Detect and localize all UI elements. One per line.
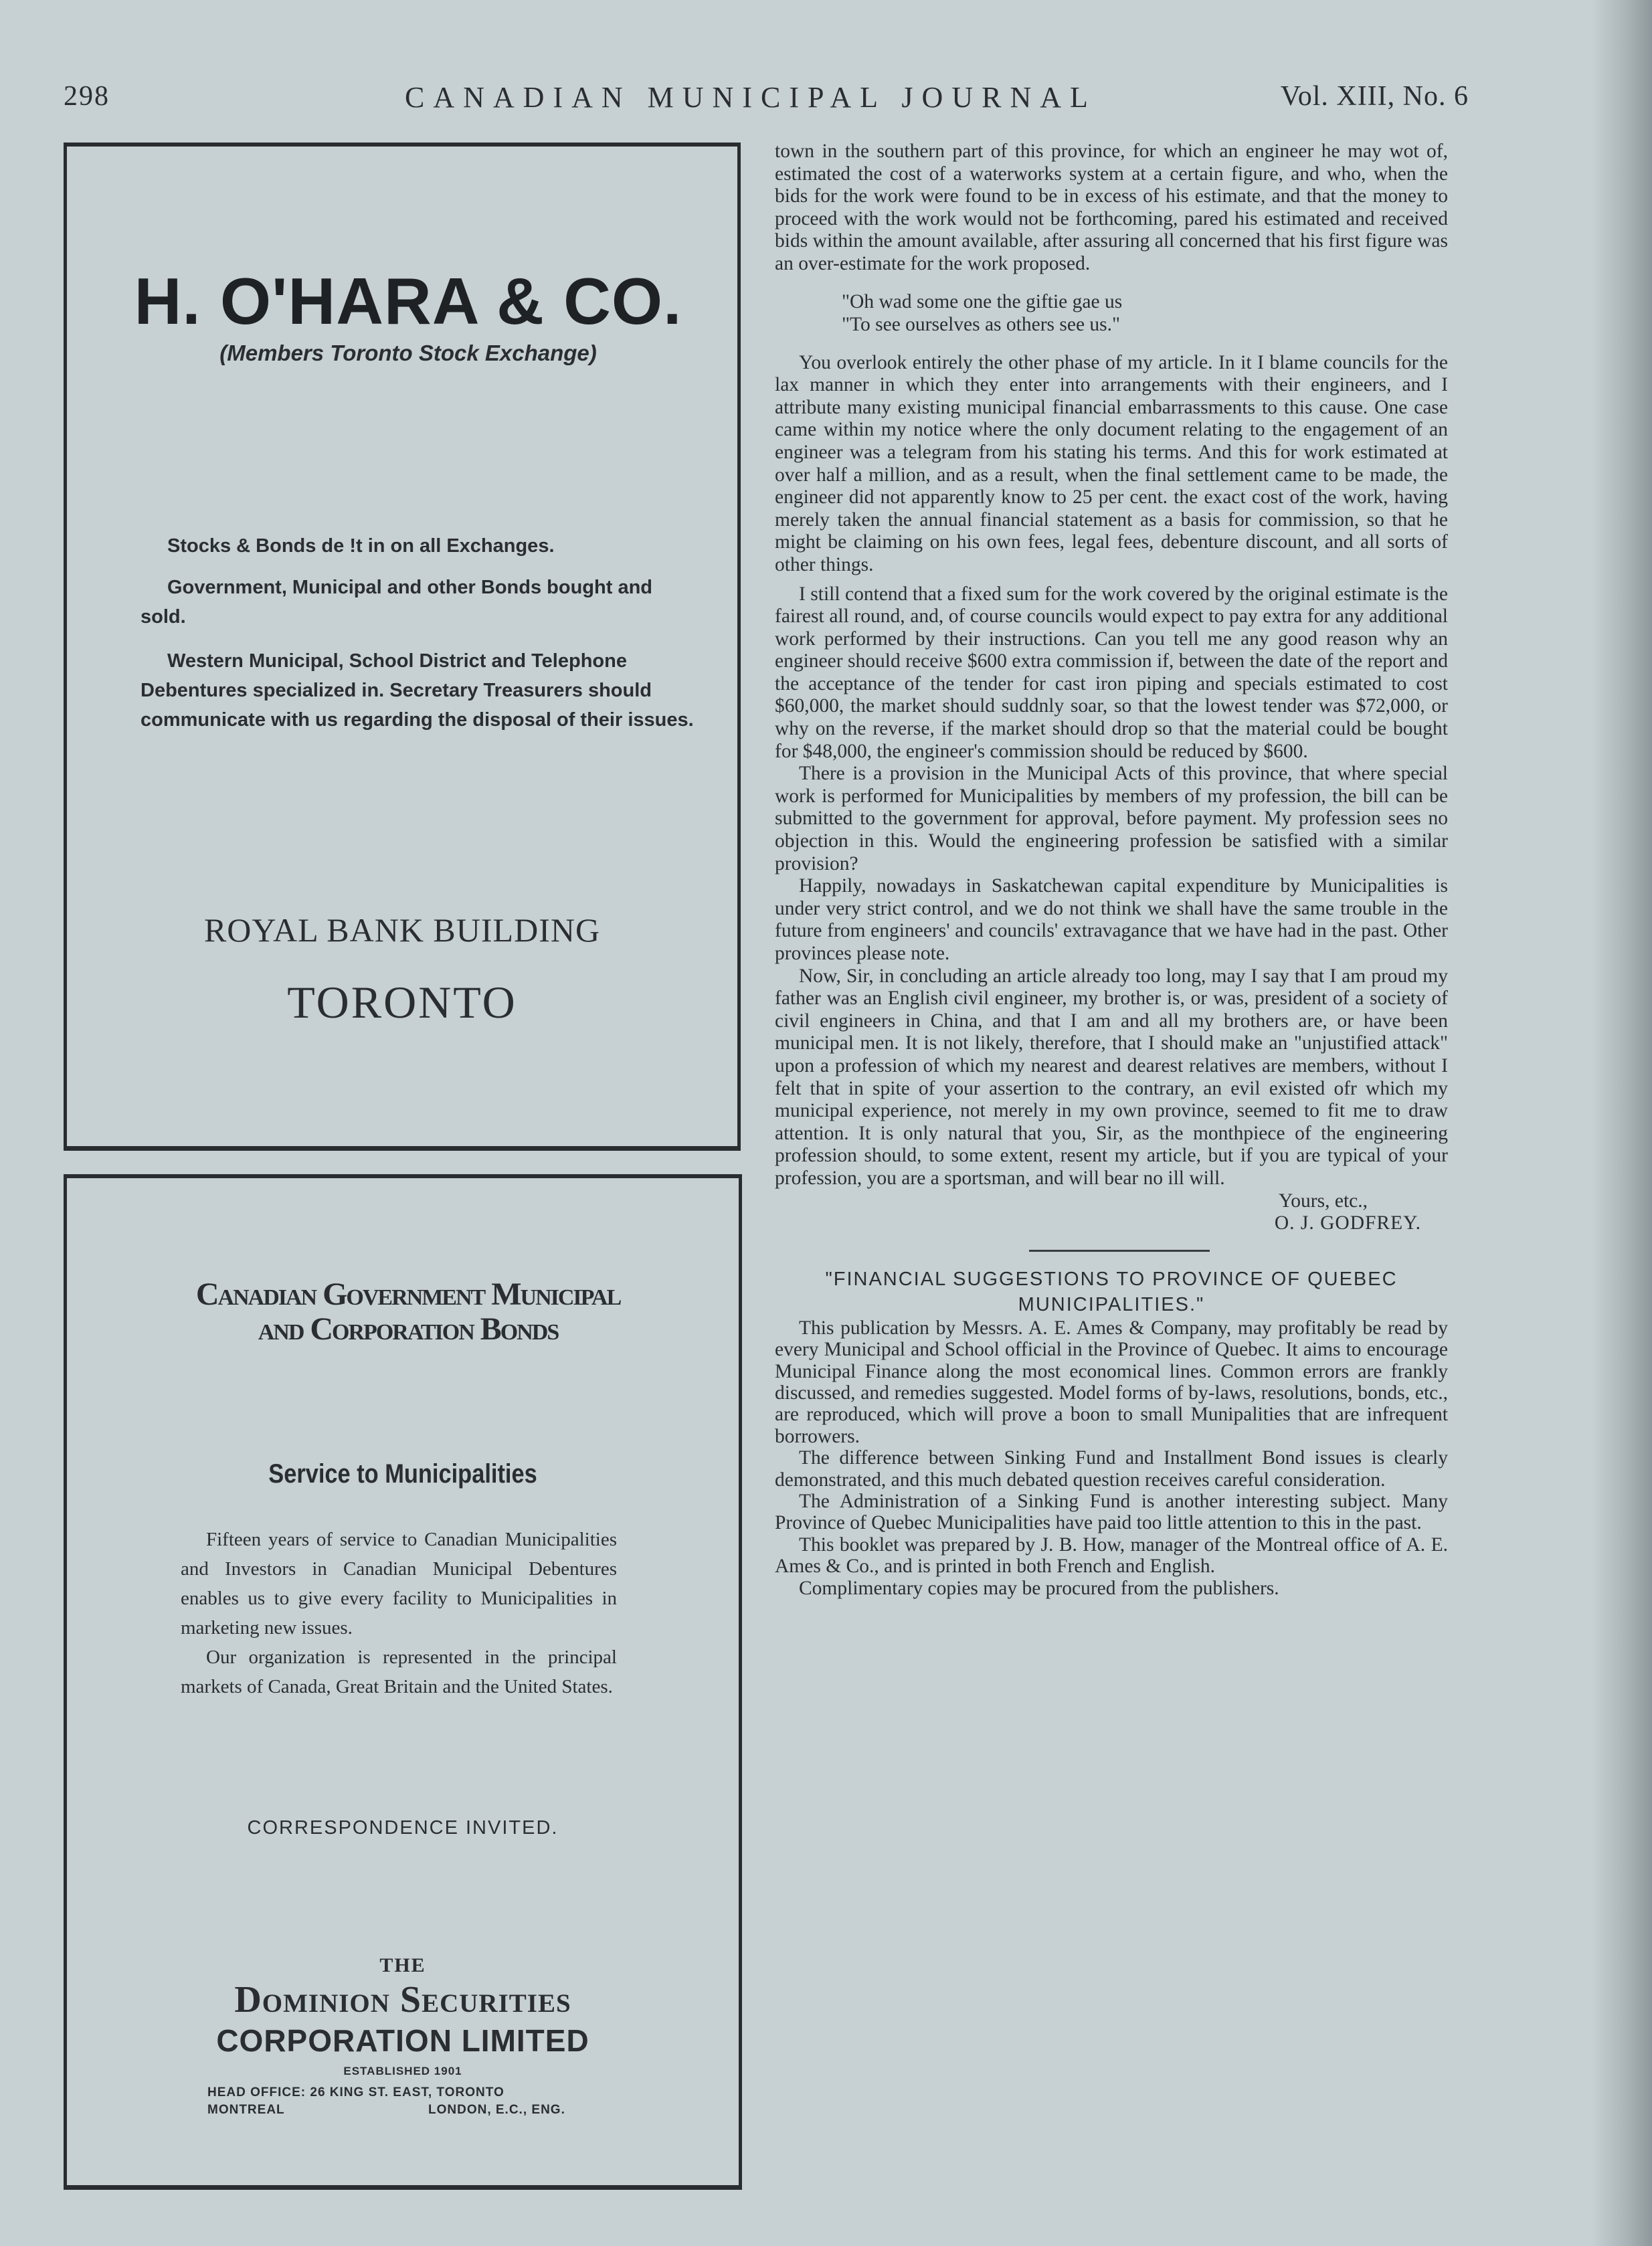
second-article-paragraph: This booklet was prepared by J. B. How, manager of the Montreal office of A. E. Ames & Co., and is printed in both French and English. <box>775 1533 1448 1578</box>
quote-line: "To see ourselves as others see us." <box>842 313 1121 335</box>
page-number: 298 <box>64 81 110 112</box>
ohara-city: TORONTO <box>287 977 517 1028</box>
ohara-building: ROYAL BANK BUILDING <box>203 911 601 949</box>
second-article-paragraph: This publication by Messrs. A. E. Ames & Company, may profitably be read by every Municipal and School official in the Province of Quebec. It aims to encourage Municipal Finance along the most economical lines. Common errors are frankly discussed, and remedies suggested. Model forms of by-laws, resolutions, bonds, etc., are reproduced, which will prove a boon to small Munipalities that are infrequent borrowers. <box>775 1317 1448 1447</box>
dominion-company-corporation: CORPORATION LIMITED <box>216 2023 589 2058</box>
dominion-london: LONDON, E.C., ENG. <box>428 2103 565 2117</box>
ohara-title: H. O'HARA & CO. <box>134 264 682 338</box>
article-paragraph: town in the southern part of this province, for which an engineer he may wot of, estimated the cost of a waterworks system at a certain figure, and who, when the bids for the work were found to be in excess of his estimate, and that the money to proceed with the work would not be forthcoming, pared his estimated and received bids within the amount available, after assuring all concerned that his first figure was an over-estimate for the work proposed. <box>775 141 1448 274</box>
second-article-paragraph: The Administration of a Sinking Fund is another interesting subject. Many Province of Quebec Municipalities have paid too little attention to this in the past. <box>775 1490 1448 1534</box>
quote-line: "Oh wad some one the giftie gae us <box>842 290 1123 312</box>
article-column <box>775 141 1448 1599</box>
dominion-body-paragraph: Fifteen years of service to Canadian Municipalities and Investors in Canadian Municipal Debentures enables us to give every facility to Municipalities in marketing new issues. <box>181 1529 617 1639</box>
dominion-company-name: Dominion Securities <box>234 1979 571 2021</box>
volume-issue: Vol. XIII, No. 6 <box>1280 81 1469 112</box>
dominion-bond-title <box>114 1277 703 1347</box>
dominion-body-paragraph: Our organization is represented in the principal markets of Canada, Great Britain and the United States. <box>181 1647 617 1697</box>
ohara-advertisement <box>64 143 741 1151</box>
dominion-offices <box>207 2084 609 2117</box>
dominion-correspondence: CORRESPONDENCE INVITED. <box>247 1817 559 1839</box>
article-paragraph: There is a provision in the Municipal Acts of this province, that where special work is performed for Municipalities by members of my profession, the bill can be submitted to the government for approval, before payment. My profession sees no objection in this. Would the engineering profession be satisfied with a similar provision? <box>775 763 1448 874</box>
second-article-paragraph: The difference between Sinking Fund and Installment Bond issues is clearly demonstrated, and this much debated question receives careful consideration. <box>775 1447 1448 1491</box>
dominion-bond-title-line1: Canadian Government Municipal <box>195 1277 621 1312</box>
dominion-body <box>181 1525 617 1701</box>
second-article-heading: "FINANCIAL SUGGESTIONS TO PROVINCE OF QUEBEC MUNICIPALITIES." <box>825 1268 1398 1315</box>
section-divider <box>1029 1250 1210 1252</box>
article-paragraph: You overlook entirely the other phase of my article. In it I blame councils for the lax manner in which they enter into arrangements with their engineers, and I attribute many existing municipal financial embarrassments to this cause. One case came within my notice where the only document relating to the engagement of an engineer was a telegram from his stating his terms. And this for work estimated at over half a million, and as a result, when the final settlement came to be made, the engineer did not apparently know to 25 per cent. the exact cost of the work, having merely taken the annual financial statement as a basis for commission, so that he might be claiming on his own fees, legal fees, debenture discount, and all sorts of other things. <box>775 351 1448 575</box>
ohara-body-line: Stocks & Bonds de !t in on all Exchanges. <box>167 535 555 557</box>
article-paragraph: Happily, nowadays in Saskatchewan capital expenditure by Municipalities is under very strict control, and we do not think we shall have the same trouble in the future from engineers' and councils' extravagance that we have had in the past. Other provinces please note. <box>775 875 1448 964</box>
dominion-advertisement <box>64 1174 742 2190</box>
article-quote <box>842 290 1448 336</box>
journal-title: CANADIAN MUNICIPAL JOURNAL <box>405 81 1097 114</box>
dominion-head-office: HEAD OFFICE: 26 KING ST. EAST, TORONTO <box>207 2085 504 2099</box>
dominion-montreal: MONTREAL <box>207 2103 285 2117</box>
ohara-subtitle: (Members Toronto Stock Exchange) <box>219 341 597 365</box>
dominion-service-heading: Service to Municipalities <box>268 1459 537 1489</box>
dominion-bond-title-line2: and Corporation Bonds <box>258 1311 559 1347</box>
ohara-body-line: Western Municipal, School District and Telephone Debentures specialized in. Secretary Treasurers should communicate with us regarding the disposal of their issues. <box>141 650 694 731</box>
second-article-paragraph: Complimentary copies may be procured from the publishers. <box>799 1577 1279 1599</box>
second-article-body <box>775 1317 1448 1599</box>
article-closing: Yours, etc., <box>1278 1190 1368 1212</box>
running-header <box>64 74 1469 120</box>
ohara-body <box>141 531 703 749</box>
dominion-established: ESTABLISHED 1901 <box>343 2065 462 2077</box>
article-signature: O. J. GODFREY. <box>1274 1212 1421 1234</box>
article-paragraph: I still contend that a fixed sum for the work covered by the original estimate is the fairest all round, and, of course councils would expect to pay extra for any additional work performed by their instructions. Can you tell me any good reason why an engineer should receive $600 extra commission if, between the date of the report and the acceptance of the tender for cast iron piping and specials estimated to cost $60,000, the market should suddnly soar, so that the lowest tender was $72,000, or why on the reverse, if the market should drop so that the material could be bought for $48,000, the engineer's commission should be reduced by $600. <box>775 583 1448 762</box>
ohara-body-line: Government, Municipal and other Bonds bought and sold. <box>141 577 652 628</box>
page-edge-shadow <box>1592 0 1652 2246</box>
article-paragraph: Now, Sir, in concluding an article already too long, may I say that I am proud my father was an English civil engineer, my brother is, or was, president of a society of civil engineers in China, and that I am and all my brothers are, or have been municipal men. It is not likely, therefore, that I should make an "unjustified attack" upon a profession of which my nearest and dearest relatives are members, without I felt that in spite of your assertion to the contrary, an evil existed ofr which my municipal experience, not merely in my own province, seemed to fit me to draw attention. It is only natural that you, Sir, as the monthpiece of the engineering profession should, to some extent, resent my article, but if you are typical of your profession, you are a sportsman, and will bear no ill will. <box>775 965 1448 1189</box>
dominion-the: THE <box>379 1954 426 1976</box>
